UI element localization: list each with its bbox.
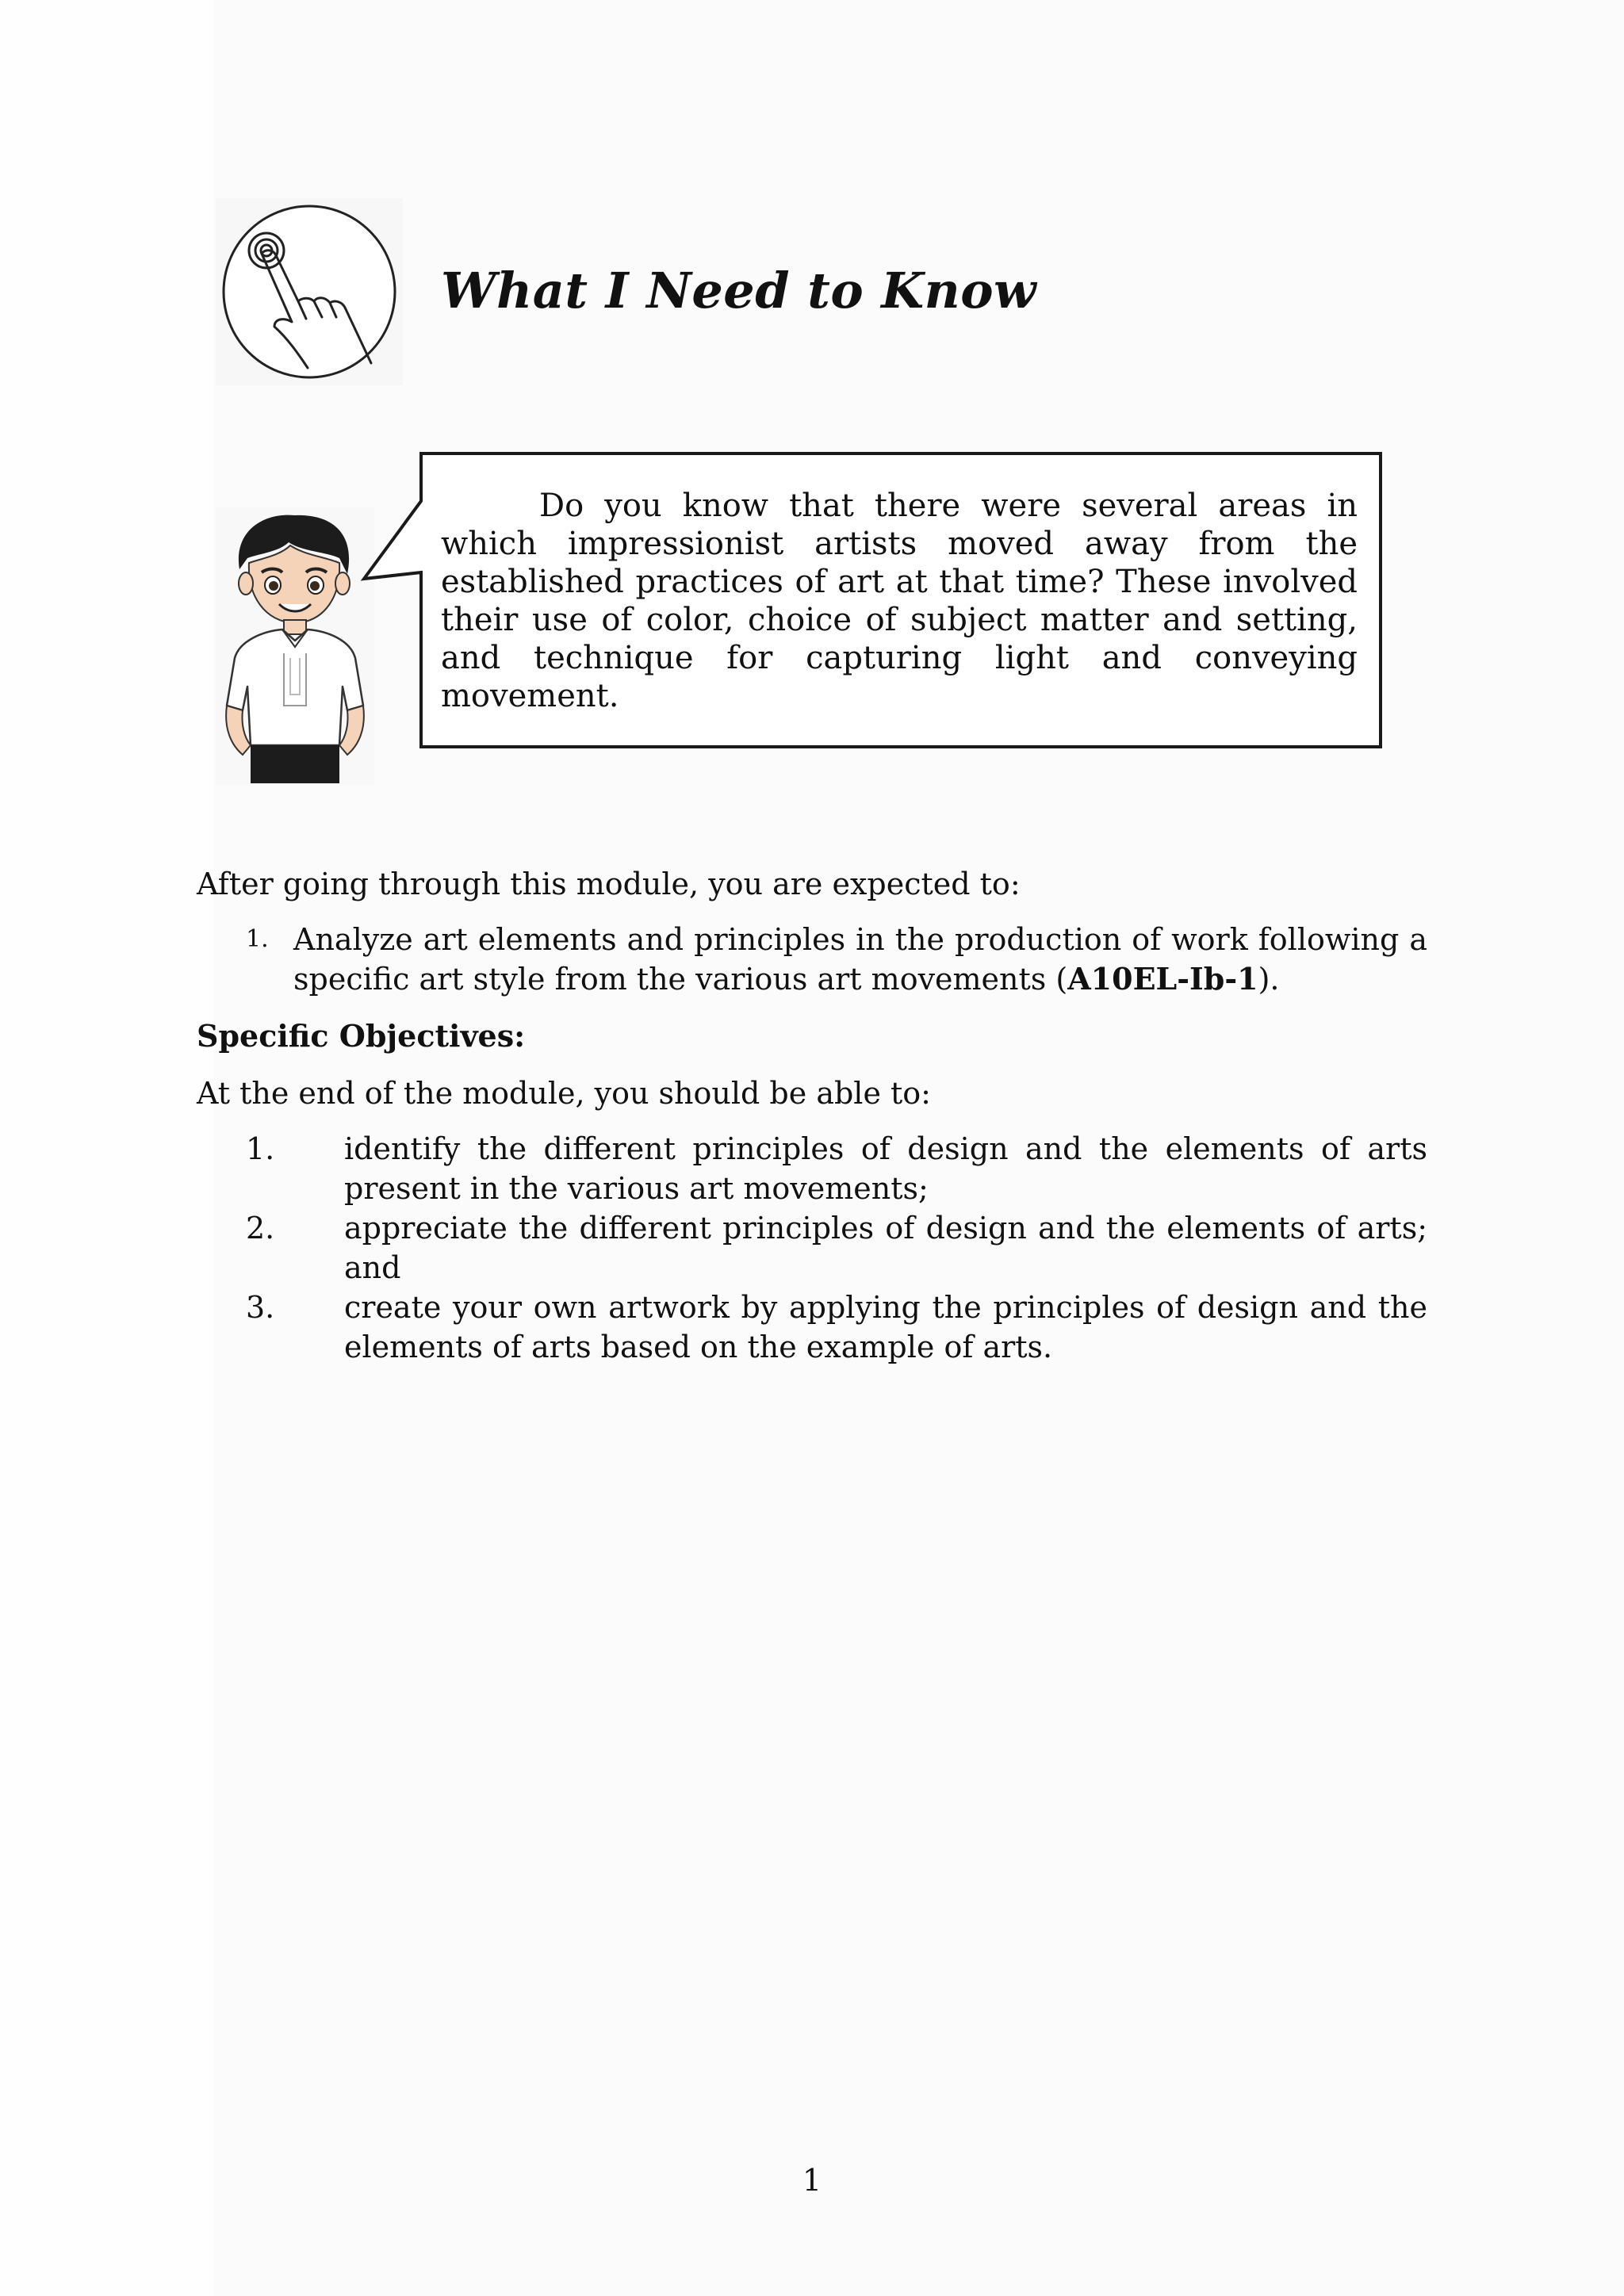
list-number: 2. (246, 1211, 275, 1246)
section-title: What I Need to Know (441, 262, 1036, 320)
objectives-list (197, 920, 1427, 999)
bubble-text: Do you know that there were several areas in which impressionist artists moved away from the established practices of art at that time? These involved their use of color, choice of subject matter and setting, and technique for capturing light and conveying movement. (441, 488, 1358, 714)
body-content (197, 864, 1427, 1367)
list-item-text: identify the different principles of design and the elements of arts present in the various art movements; (344, 1131, 1427, 1206)
intro-text: After going through this module, you are expected to: (197, 867, 1021, 901)
list-item (197, 1208, 1427, 1288)
list-item-text: appreciate the different principles of design and the elements of arts; and (344, 1211, 1427, 1285)
page-number: 1 (802, 2163, 822, 2198)
specific-intro-text: At the end of the module, you should be able to: (197, 1076, 931, 1111)
specific-objectives-list (197, 1129, 1427, 1367)
list-item-text: create your own artwork by applying the principles of design and the elements of arts based on the example of arts. (344, 1290, 1427, 1364)
objective-text (293, 920, 1427, 999)
tap-hand-icon (216, 198, 403, 385)
list-item (197, 1129, 1427, 1208)
list-item (197, 1288, 1427, 1367)
list-number: 1. (246, 925, 269, 953)
list-number: 1. (246, 1131, 275, 1166)
specific-objectives-heading: Specific Objectives: (197, 1018, 526, 1054)
list-number: 3. (246, 1290, 275, 1325)
boy-character-icon (216, 507, 374, 785)
list-item (197, 920, 1427, 999)
objective-text-end: ). (1258, 962, 1280, 997)
competency-code: A10EL-Ib-1 (1067, 961, 1258, 997)
objective-text-main: Analyze art elements and principles in the production of work following a specific art style from the various art movements ( (293, 922, 1427, 997)
